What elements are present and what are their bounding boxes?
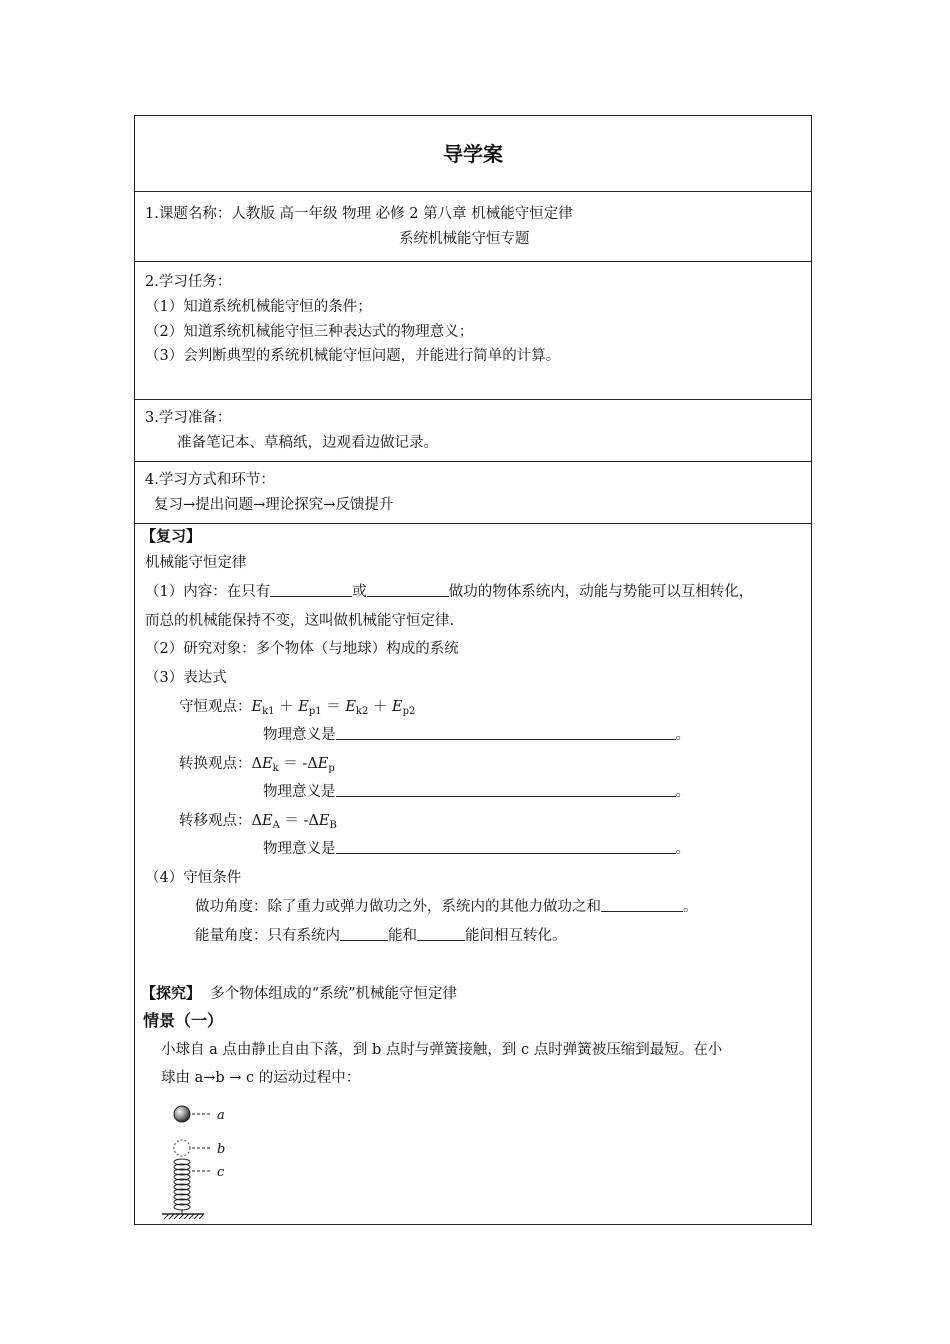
fill-blank[interactable] [336,782,676,797]
review-heading: 【复习】 [141,527,202,545]
prep-row [135,400,811,462]
fill-blank[interactable] [601,897,683,912]
scene-heading: 情景（一） [143,1011,224,1030]
label-a: a [217,1108,225,1123]
transform-expression: 转换观点：$\Delta E_k = -\Delta E_p$ [179,756,335,774]
tasks-heading: 2.学习任务： [145,274,232,290]
review-content: （1）内容：在只有 或 做功的物体系统内，动能与势能可以互相转化， [145,584,754,600]
ball-outline-icon [174,1140,190,1156]
spring-ball-diagram [157,1104,247,1228]
conserve-expression: 守恒观点：$E_{k1} + E_{p1} = E_{k2} + E_{p2}$ [179,699,416,717]
explore-title [141,983,457,1004]
method-row [135,462,811,524]
fill-blank[interactable] [270,582,352,597]
ball-icon [174,1106,190,1122]
fill-blank[interactable] [340,926,388,941]
review-object: （2）研究对象：多个物体（与地球）构成的系统 [145,641,459,657]
label-c: c [217,1165,225,1180]
formula: $\Delta E_k = -\Delta E_p$ [251,756,335,774]
task-item: （2）知道系统机械能守恒三种表达式的物理意义； [145,324,474,340]
transform-meaning: 物理意义是 。 [263,784,690,800]
formula: $\Delta E_A = -\Delta E_B$ [251,813,337,831]
fill-blank[interactable] [417,926,465,941]
scene-description: 小球自 a 点由静止自由下落，到 b 点时与弹簧接触，到 c 点时弹簧被压缩到最短。在小 [161,1042,723,1058]
method-text: 复习→提出问题→理论探究→反馈提升 [154,497,394,513]
energy-condition: 能量角度：只有系统内 能和 能间相互转化。 [195,928,567,944]
work-condition: 做功角度：除了重力或弹力做功之外，系统内的其他力做功之和 。 [195,899,698,915]
explore-topic: 多个物体组成的“系统”机械能守恒定律 [210,986,458,1002]
main-content [135,524,811,1224]
fill-blank[interactable] [336,839,676,854]
formula: $E_{k1} + E_{p1} = E_{k2} + E_{p2}$ [251,699,416,717]
fill-blank[interactable] [336,725,676,740]
tasks-row [135,262,811,400]
conserve-meaning: 物理意义是 。 [263,727,690,743]
transfer-meaning: 物理意义是 。 [263,841,690,857]
transfer-expression: 转移观点：$\Delta E_A = -\Delta E_B$ [179,813,337,831]
task-item: （1）知道系统机械能守恒的条件； [145,299,372,315]
method-heading: 4.学习方式和环节： [145,472,275,488]
expr-heading: （3）表达式 [145,670,227,686]
title-row [135,116,811,192]
page-title: 导学案 [443,142,503,166]
task-item: （3）会判断典型的系统机械能守恒问题，并能进行简单的计算。 [145,348,561,364]
spring-icon [174,1159,190,1214]
course-topic: 系统机械能守恒专题 [399,231,530,247]
prep-heading: 3.学习准备： [145,410,232,426]
course-row [135,192,811,262]
review-law: 机械能守恒定律 [145,555,247,571]
worksheet-table [134,115,812,1225]
explore-heading: 【探究】 [141,984,202,1002]
condition-heading: （4）守恒条件 [145,870,242,886]
ground-icon [162,1214,204,1219]
fill-blank[interactable] [367,582,449,597]
review-content-line2: 而总的机械能保持不变，这叫做机械能守恒定律. [145,613,455,629]
prep-text: 准备笔记本、草稿纸，边观看边做记录。 [177,435,438,451]
scene-description-line2: 球由 a→b → c 的运动过程中： [161,1070,361,1086]
label-b: b [217,1142,226,1157]
course-name: 1.课题名称：人教版 高一年级 物理 必修 2 第八章 机械能守恒定律 [145,206,573,222]
